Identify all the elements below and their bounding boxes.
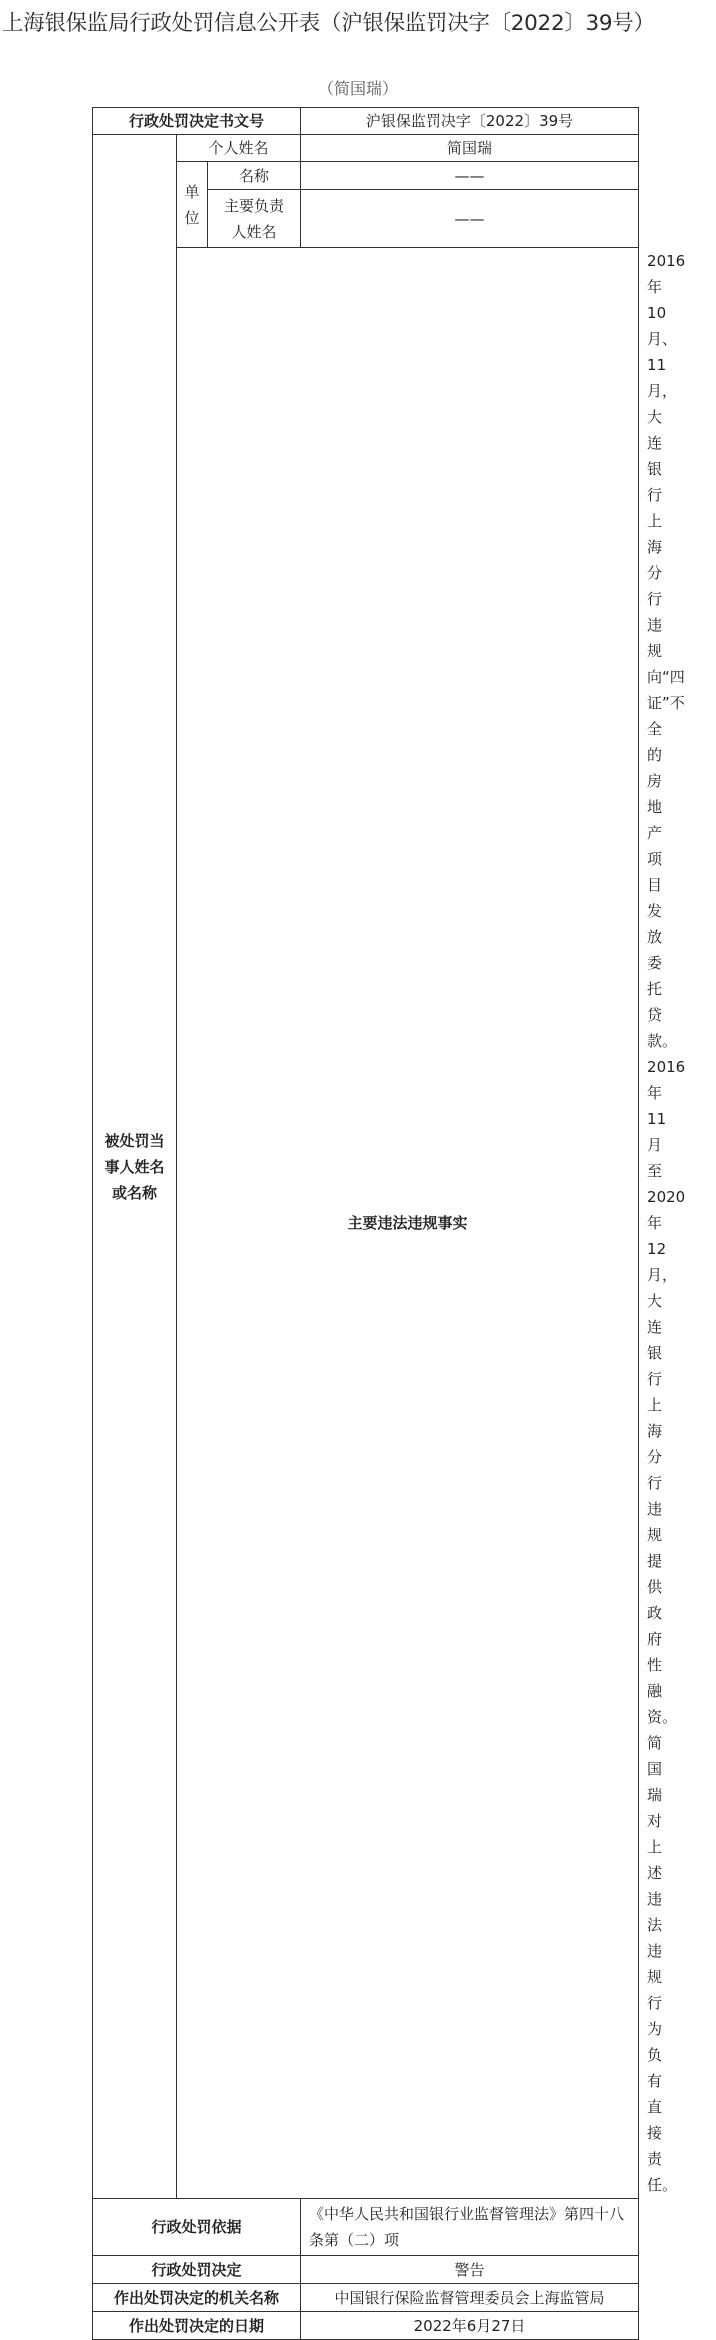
table-row <box>93 108 639 135</box>
unit-label <box>177 162 208 248</box>
penalty-info-table <box>92 107 686 2340</box>
penalty-decision-label: 行政处罚决定 <box>93 2256 301 2284</box>
party-label-line: 事人姓名 <box>104 1157 165 1176</box>
authority-value: 中国银行保险监督管理委员会上海监管局 <box>301 2284 639 2312</box>
unit-head-value: —— <box>301 190 639 248</box>
document-title: 上海银保监局行政处罚信息公开表（沪银保监罚决字〔2022〕39号） <box>2 11 655 36</box>
unit-name-value: —— <box>301 162 639 190</box>
unit-head-label <box>208 190 301 248</box>
individual-name-label: 个人姓名 <box>177 135 301 162</box>
document-subtitle: （简国瑞） <box>317 79 398 98</box>
authority-label: 作出处罚决定的机关名称 <box>93 2284 301 2312</box>
unit-head-label-line: 人姓名 <box>231 222 277 241</box>
decision-date-label: 作出处罚决定的日期 <box>93 2312 301 2340</box>
table-row: 主要违法违规事实 2016年10月、11月，大连银行上海分行违规向“四证”不全的房地产项目发放委托贷款。2016年11月至2020年12月，大连银行上海分行违规提供政府性融资。简国瑞对上述违法违规行为负有直接责任。 <box>93 248 639 2199</box>
doc-number-label: 行政处罚决定书文号 <box>93 108 301 135</box>
penalty-basis-label: 行政处罚依据 <box>93 2199 301 2256</box>
violation-facts-label: 主要违法违规事实 <box>177 248 639 2199</box>
table-row <box>93 135 639 162</box>
unit-name-label: 名称 <box>208 162 301 190</box>
decision-date-value: 2022年6月27日 <box>301 2312 639 2340</box>
doc-number-value: 沪银保监罚决字〔2022〕39号 <box>301 108 639 135</box>
party-label <box>93 135 177 2199</box>
table-row <box>93 2256 639 2284</box>
party-label-line: 或名称 <box>111 1183 157 1202</box>
penalty-basis-value: 《中华人民共和国银行业监督管理法》第四十八条第（二）项 <box>301 2199 639 2256</box>
table-row <box>93 2312 639 2340</box>
penalty-decision-value: 警告 <box>301 2256 639 2284</box>
unit-label-line: 位 <box>184 208 200 227</box>
table-row <box>93 2199 639 2256</box>
unit-head-label-line: 主要负责 <box>224 196 285 215</box>
table-row <box>93 2284 639 2312</box>
party-label-line: 被处罚当 <box>104 1131 165 1150</box>
individual-name-value: 简国瑞 <box>301 135 639 162</box>
unit-label-line: 单 <box>184 182 200 201</box>
